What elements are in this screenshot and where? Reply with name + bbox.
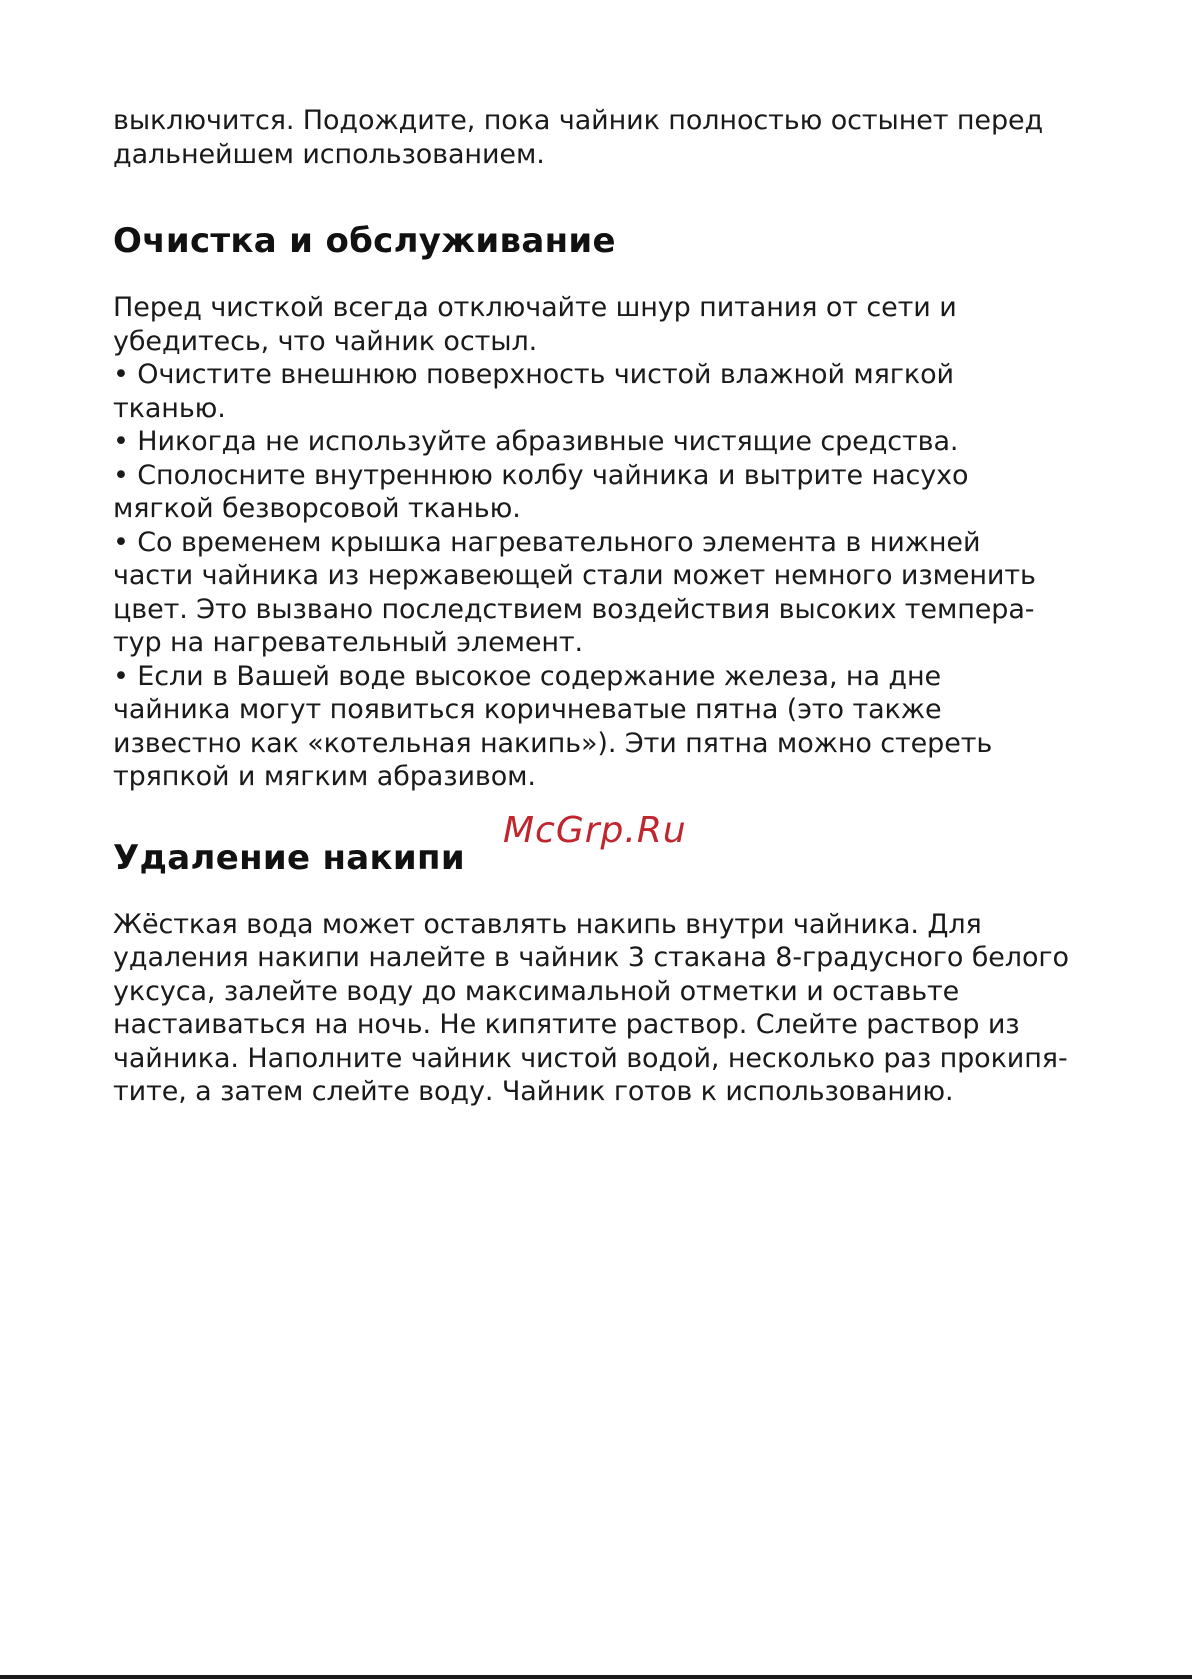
section-heading-descaling: Удаление накипи xyxy=(113,837,465,878)
text-line: убедитесь, что чайник остыл. xyxy=(113,325,538,357)
text-line: известно как «котельная накипь»). Эти пятна можно стереть xyxy=(113,727,993,759)
bullet-line: • Если в Вашей воде высокое содержание железа, на дне xyxy=(113,660,942,692)
text-line: удаления накипи налейте в чайник 3 стакана 8-градусного белого xyxy=(113,942,1069,973)
text-line: Перед чисткой всегда отключайте шнур питания от сети и xyxy=(113,292,957,323)
text-line: дальнейшем использованием. xyxy=(113,138,545,170)
text-line: настаиваться на ночь. Не кипятите раствор. Слейте раствор из xyxy=(113,1009,1020,1040)
text-line: чайника. Наполните чайник чистой водой, несколько раз прокипя- xyxy=(113,1042,1068,1074)
text-line: части чайника из нержавеющей стали может немного изменить xyxy=(113,560,1036,591)
text-line: цвет. Это вызвано последствием воздействия высоких темпера- xyxy=(113,593,1035,625)
bullet-line: • Со временем крышка нагревательного элемента в нижней xyxy=(113,526,981,558)
text-line: мягкой безворсовой тканью. xyxy=(113,493,521,524)
page-bottom-border xyxy=(0,1675,1192,1679)
bullet-line: • Никогда не используйте абразивные чистящие средства. xyxy=(113,426,959,457)
bullet-line: • Очистите внешнюю поверхность чистой влажной мягкой xyxy=(113,359,954,390)
intro-paragraph xyxy=(113,104,1103,171)
text-line: выключится. Подождите, пока чайник полностью остынет перед xyxy=(113,105,1044,136)
text-line: Жёсткая вода может оставлять накипь внутри чайника. Для xyxy=(113,908,982,940)
text-line: тите, а затем слейте воду. Чайник готов к использованию. xyxy=(113,1076,954,1107)
descaling-heading-row xyxy=(113,809,1103,878)
text-line: уксуса, залейте воду до максимальной отметки и оставьте xyxy=(113,975,960,1007)
descaling-paragraph xyxy=(113,908,1103,1109)
text-line: тканью. xyxy=(113,392,226,424)
text-line: тур на нагревательный элемент. xyxy=(113,627,584,658)
page-content xyxy=(113,104,1103,1109)
cleaning-paragraph xyxy=(113,291,1103,794)
bullet-line: • Сполосните внутреннюю колбу чайника и вытрите насухо xyxy=(113,459,969,491)
text-line: чайника могут появиться коричневатые пятна (это также xyxy=(113,694,942,725)
watermark-text: McGrp.Ru xyxy=(503,809,687,851)
section-heading-cleaning: Очистка и обслуживание xyxy=(113,221,616,261)
text-line: тряпкой и мягким абразивом. xyxy=(113,761,536,792)
